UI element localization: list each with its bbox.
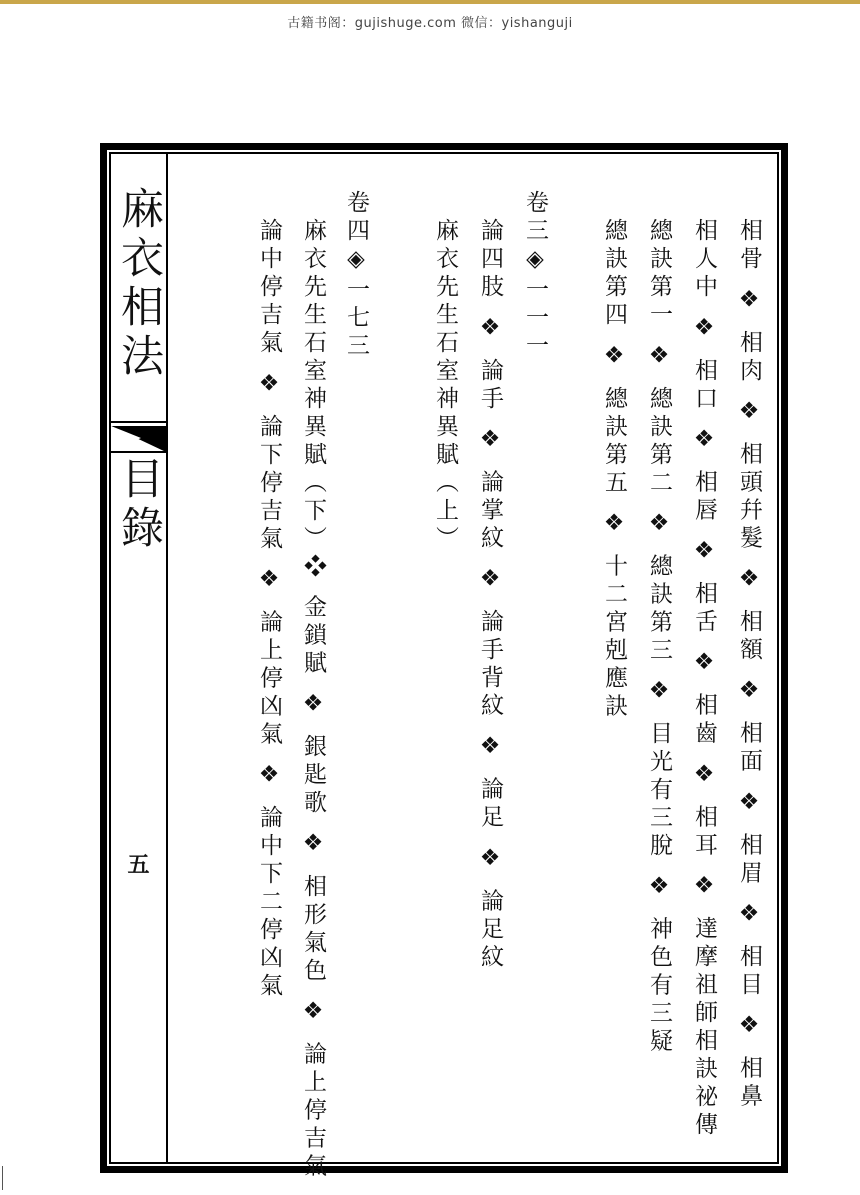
toc-column-6: 麻衣先生石室神異賦（上）: [432, 218, 458, 554]
toc-column-8: 論中停吉氣 ❖ 論下停吉氣 ❖ 論上停凶氣 ❖ 論中下二停凶氣: [256, 218, 282, 1001]
page-number: 五: [127, 852, 150, 878]
spine-divider: [166, 154, 168, 1162]
top-rule: [0, 0, 860, 4]
edge-mark: [2, 1166, 3, 1190]
volume-heading-3: 卷三◈一一一: [522, 190, 548, 361]
toc-column-3: 總訣第一 ❖ 總訣第二 ❖ 總訣第三 ❖ 目光有三脫 ❖ 神色有三疑: [646, 218, 672, 1057]
toc-column-4: 總訣第四 ❖ 總訣第五 ❖ 十二宮剋應訣: [601, 218, 627, 722]
volume-heading-4: 卷四◈一七三: [343, 190, 369, 361]
toc-column-1: 相骨 ❖ 相肉 ❖ 相頭幷髮 ❖ 相額 ❖ 相面 ❖ 相眉 ❖ 相目 ❖ 相鼻: [736, 218, 762, 1112]
section-title: 目錄: [114, 456, 164, 554]
fishtail-mark-icon: [111, 418, 166, 454]
toc-column-2: 相人中 ❖ 相口 ❖ 相唇 ❖ 相舌 ❖ 相齒 ❖ 相耳 ❖ 達摩祖師相訣祕傳: [691, 218, 717, 1140]
book-title: 麻衣相法: [114, 186, 164, 382]
toc-column-7: 麻衣先生石室神異賦（下）❖ 金鎖賦 ❖ 銀匙歌 ❖ 相形氣色 ❖ 論上停吉氣: [300, 218, 326, 1182]
watermark-text: 古籍书阁：gujishuge.com 微信：yishanguji: [287, 16, 573, 31]
toc-column-5: 論四肢 ❖ 論手 ❖ 論掌紋 ❖ 論手背紋 ❖ 論足 ❖ 論足紋: [477, 218, 503, 973]
